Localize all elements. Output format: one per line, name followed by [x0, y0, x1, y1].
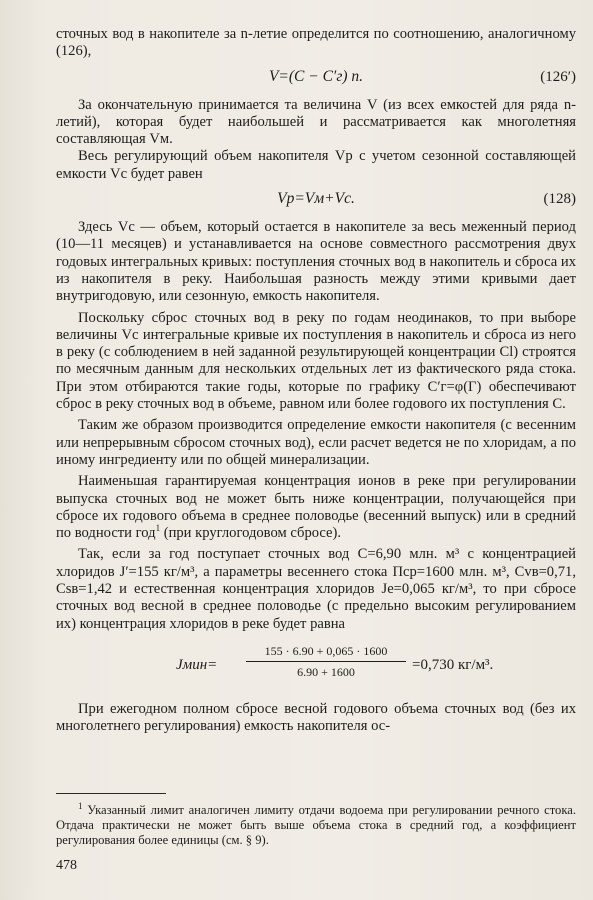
- equation-expression: Vр=Vм+Vс.: [277, 190, 355, 208]
- equation-expression: V=(C − C′г) n.: [268, 67, 364, 85]
- page-number: 478: [56, 858, 77, 873]
- footnote: [56, 800, 576, 849]
- equation-rhs: =0,730 кг/м³.: [412, 656, 494, 673]
- paragraph-9: При ежегодном полном сбросе весной годового объема сточных вод (без их многолетнего регулирования) емкость накопителя ос-: [56, 700, 576, 735]
- fraction-denominator: 6.90 + 1600: [297, 664, 355, 679]
- paragraph-3: Весь регулирующий объем накопителя Vр с учетом сезонной составляющей емкости Vс будет равен: [56, 148, 576, 182]
- paragraph-7-tail: (при круглогодовом сбросе).: [160, 525, 342, 542]
- equation-128: [56, 189, 576, 211]
- fraction-numerator: 155 · 6.90 + 0,065 · 1600: [264, 643, 388, 658]
- equation-lhs: Jмин=: [176, 656, 218, 673]
- equation-jmin: [56, 643, 576, 689]
- footnote-reference: 1: [155, 523, 161, 534]
- footnote-divider: [56, 793, 166, 794]
- paragraph-2: За окончательную принимается та величина V (из всех емкостей для ряда n-летий), которая будет наибольшей и рассматривается как многолетняя составляющая Vм.: [56, 96, 576, 148]
- paragraph-7: [56, 473, 576, 542]
- paragraph-6: Таким же образом производится определение емкости накопителя (с весенним или непрерывным сбросом сточных вод), если расчет ведется не по хлоридам, а по иному ингредиенту или по общей минерализации.: [56, 417, 576, 468]
- footnote-text: Указанный лимит аналогичен лимиту отдачи водоема при регулировании речного стока. Отдача практически не может быть выше объема стока в средний год, а коэффициент регулирования более единицы (см. § 9).: [56, 803, 576, 848]
- footnote-marker: 1: [78, 800, 83, 811]
- fraction: [246, 643, 406, 680]
- paragraph-4: Здесь Vс — объем, который остается в накопителе за весь меженный период (10—11 месяцев) и устанавливается на основе совместного рассмотрения двух годовых интегральных кривых: поступления сточных вод в накопитель и сброса их из накопителя в реку. Наибольшая разность между этими кривыми дает внутригодовую, или сезонную, емкость накопителя.: [56, 219, 576, 305]
- paragraph-7-text: Наименьшая гарантируемая концентрация ионов в реке при регулировании выпуска сточных вод не может быть ниже концентрации, получающейся при сбросе их годового объема в среднее половодье (весенний выпуск) или в средний по водности год: [56, 473, 576, 542]
- fraction-bar: [246, 661, 406, 662]
- equation-number: (126′): [540, 68, 576, 85]
- equation-number: (128): [543, 191, 576, 208]
- page-body: [56, 26, 576, 736]
- paragraph-8: Так, если за год поступает сточных вод C=6,90 млн. м³ с концентрацией хлоридов J′=155 кг/м³, а параметры весеннего стока Пср=1600 млн. м³, Cvв=0,71, Csв=1,42 и естественная концентрация хлоридов Jе=0,065 кг/м³, то при сбросе сточных вод весной в среднее половодье (с предельно высоким регулированием их) концентрация хлоридов в реке будет равна: [56, 546, 576, 632]
- equation-126prime: [56, 67, 576, 89]
- paragraph-1: сточных вод в накопителе за n-летие определится по соотношению, аналогичному (126),: [56, 26, 576, 60]
- paragraph-5: Поскольку сброс сточных вод в реку по годам неодинаков, то при выборе величины Vс интегральные кривые их поступления в накопитель и сброса из него в реку (с соблюдением в ней заданной результирующей концентрации Cl) строятся по месячным данным для нескольких отдельных лет из фактического ряда стока. При этом отбираются такие годы, которые по графику C′г=φ(Г) обеспечивают сброс в реку сточных вод в объеме, равном или более годового их поступления C.: [56, 309, 576, 413]
